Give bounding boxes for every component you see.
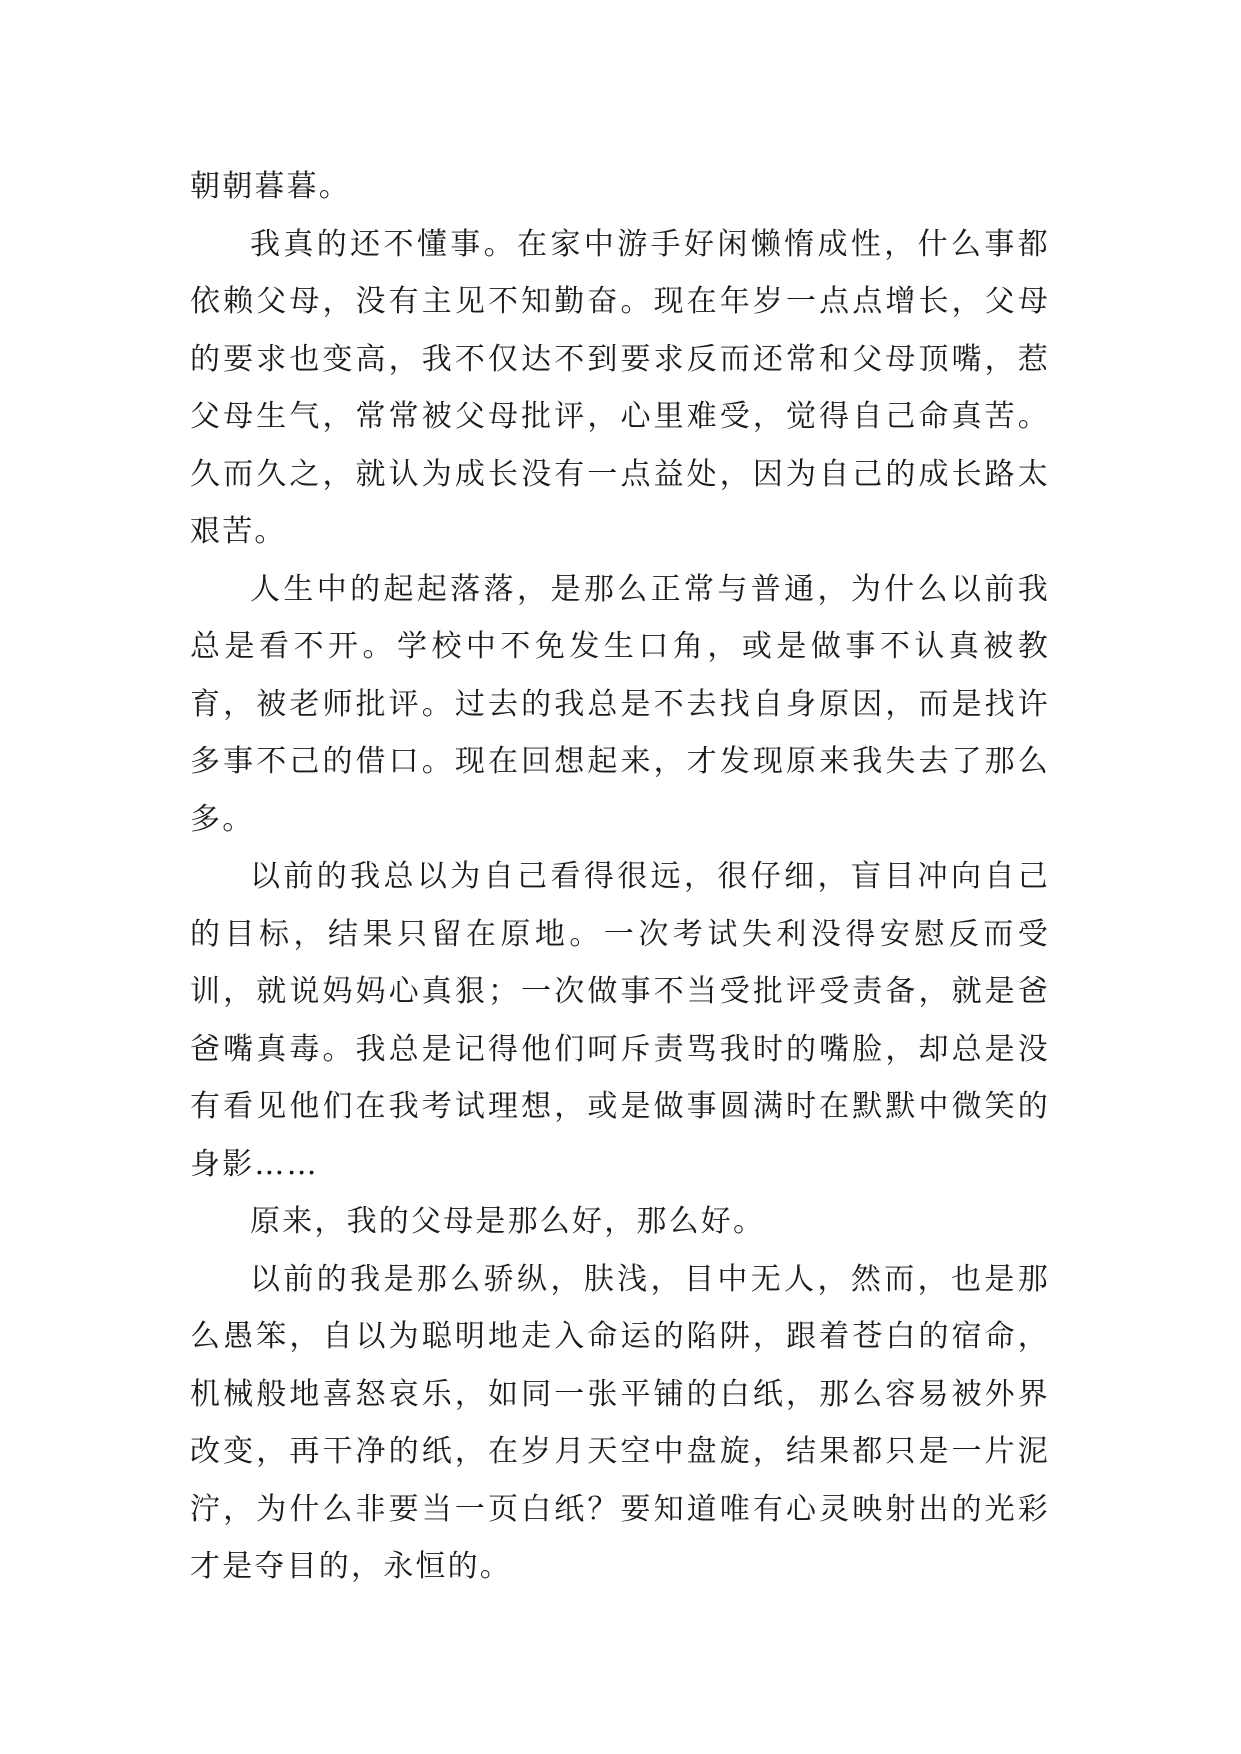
paragraph: 朝朝暮暮。 <box>190 169 351 204</box>
paragraph: 原来，我的父母是那么好，那么好。 <box>250 1204 766 1239</box>
paragraph: 以前的我是那么骄纵，肤浅，目中无人，然而，也是那么愚笨，自以为聪明地走入命运的陷阱，跟着苍白的宿命，机械般地喜怒哀乐，如同一张平铺的白纸，那么容易被外界改变，再干净的纸，在岁月天空中盘旋，结果都只是一片泥泞，为什么非要当一页白纸？要知道唯有心灵映射出的光彩才是夺目的，永恒的。 <box>190 1261 1050 1584</box>
paragraph: 以前的我总以为自己看得很远，很仔细，盲目冲向自己的目标，结果只留在原地。一次考试失利没得安慰反而受训，就说妈妈心真狠；一次做事不当受批评受责备，就是爸爸嘴真毒。我总是记得他们呵斥责骂我时的嘴脸，却总是没有看见他们在我考试理想，或是做事圆满时在默默中微笑的身影…… <box>190 859 1050 1182</box>
paragraph: 我真的还不懂事。在家中游手好闲懒惰成性，什么事都依赖父母，没有主见不知勤奋。现在年岁一点点增长，父母的要求也变高，我不仅达不到要求反而还常和父母顶嘴，惹父母生气，常常被父母批评，心里难受，觉得自己命真苦。久而久之，就认为成长没有一点益处，因为自己的成长路太艰苦。 <box>190 226 1050 549</box>
paragraph: 人生中的起起落落，是那么正常与普通，为什么以前我总是看不开。学校中不免发生口角，或是做事不认真被教育，被老师批评。过去的我总是不去找自身原因，而是找许多事不己的借口。现在回想起来，才发现原来我失去了那么多。 <box>190 571 1050 837</box>
document-body <box>190 158 1050 1596</box>
